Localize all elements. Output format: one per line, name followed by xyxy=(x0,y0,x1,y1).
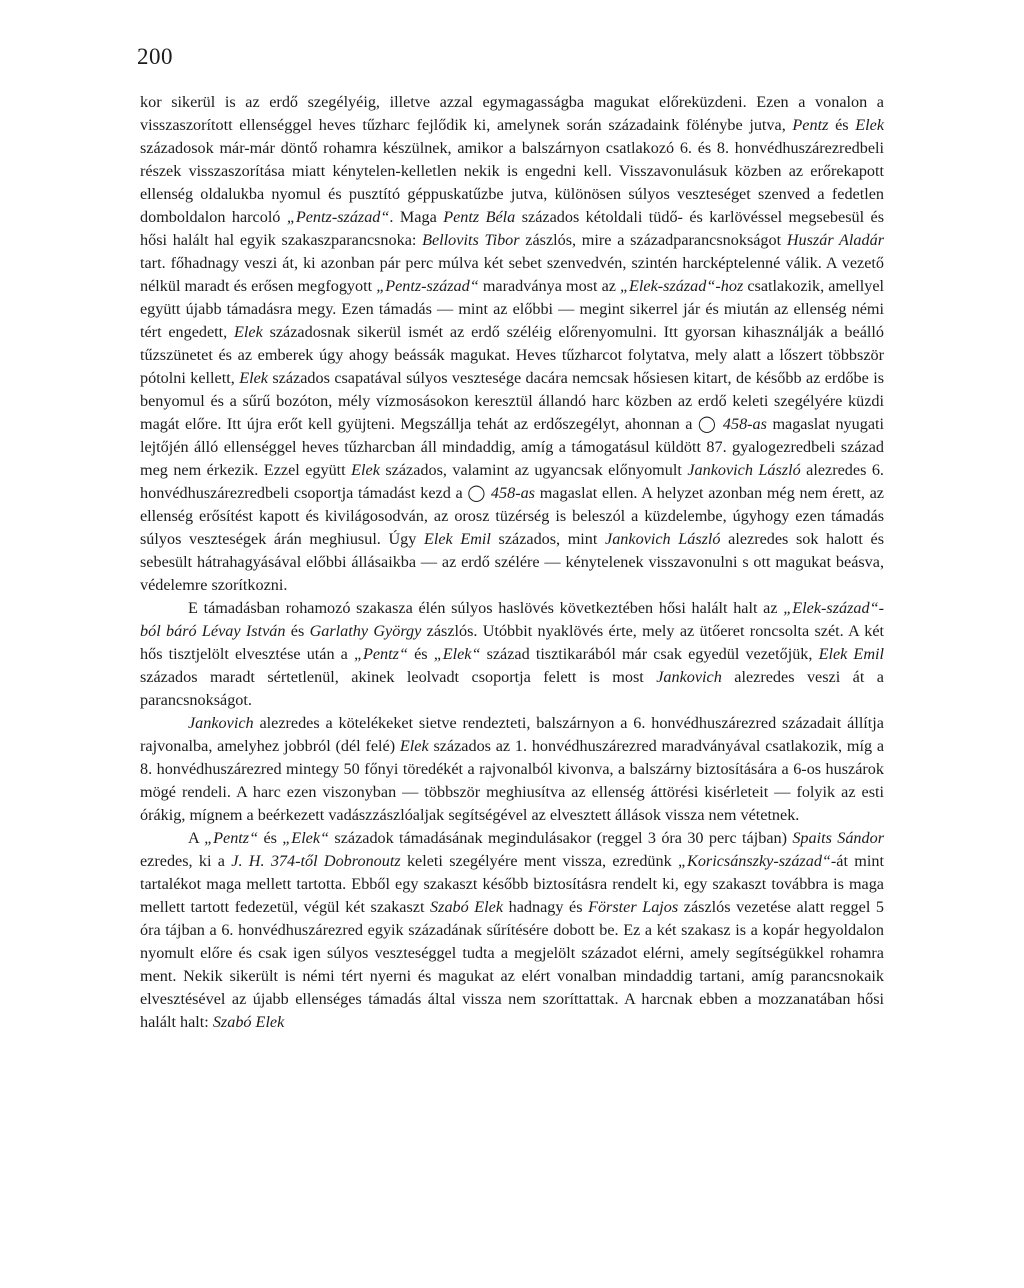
text-run: maradványa most az xyxy=(478,277,621,295)
text-run: -át mint tartalékot maga mellett tartotta. Ebből egy szakaszt később biztosításra rendelt ki, egy szakaszt továbbra is maga mellett tartott fedezetül, végül két szakaszt xyxy=(140,852,884,916)
italic-text: Jankovich xyxy=(188,714,254,732)
italic-text: „Elek“ xyxy=(282,829,330,847)
page-number: 200 xyxy=(137,44,173,69)
italic-text: Bellovits Tibor xyxy=(422,231,520,249)
text-run: csatlakozik, amellyel együtt újabb támadásra megy. Ezen támadás — mint az előbbi — megint sikerrel jár és miután az ellenség némi tért engedett, xyxy=(140,277,885,341)
italic-text: Elek xyxy=(855,116,885,134)
text-run: magaslat nyugati lejtőjén álló ellenséggel heves tűzharcban áll mindaddig, amíg a támogatásul küldött 87. gyalogezredbeli század meg nem érkezik. Ezzel együtt xyxy=(140,415,884,479)
italic-text: Elek xyxy=(234,323,263,341)
italic-text: „Pentz-század“ xyxy=(376,277,479,295)
italic-text: Huszár Aladár xyxy=(786,231,885,249)
text-run: . Maga xyxy=(389,208,444,226)
italic-text: „Pentz-század“ xyxy=(286,208,390,226)
text-run: százados, mint xyxy=(490,530,606,548)
italic-text: Förster Lajos xyxy=(588,898,679,916)
paragraph xyxy=(140,712,884,827)
text-run: százados, valamint az ugyancsak előnyomult xyxy=(379,461,688,479)
text-run: százados maradt sértetlenül, akinek leolvadt csoportja felett is most xyxy=(140,668,657,686)
text-run: alezredes sok halott és sebesült hátrahagyásával előbbi állásaikba — az erdő szélére — kénytelenek visszavonulni s ott magukat beásva, védelemre szorítkozni. xyxy=(140,530,885,594)
italic-text: Garlathy György xyxy=(309,622,422,640)
italic-text: Pentz xyxy=(792,116,829,134)
italic-text: Elek xyxy=(399,737,429,755)
text-run: alezredes a kötelékeket sietve rendezteti, balszárnyon a 6. honvédhuszárezred századait állítja rajvonalba, amelyhez jobbról (dél felé) xyxy=(140,714,884,755)
text-run: és xyxy=(828,116,856,134)
italic-text: Elek Emil xyxy=(818,645,885,663)
paragraph xyxy=(140,91,884,597)
text-run: zászlós vezetése alatt reggel 5 óra tájban a 6. honvédhuszárezred egyik századának sűrítésére dobott be. Ez a két szakasz is a kopár hegyoldalon nyomult előre és csak igen súlyos veszteséggel tudta a megjelölt századot elérni, amely segítségükkel rohamra ment. Nekik sikerült is némi tért nyerni és magukat az elért vonalban mindaddig tartani, amíg parancsnokaik elvesztésével az újabb ellenséges támadás által vissza nem szoríttattak. A harcnak ebben a mozzanatában hősi halált halt: xyxy=(140,898,884,1031)
text-run: és xyxy=(407,645,434,663)
italic-text: Szabó Elek xyxy=(212,1013,285,1031)
italic-text: Jankovich László xyxy=(687,461,801,479)
italic-text: Elek xyxy=(351,461,380,479)
italic-text: „Elek-század“-ból báró Lévay István xyxy=(140,599,884,640)
text-run: százados csapatával súlyos vesztesége dacára nemcsak hősiesen kitart, de később az erdőbe is benyomul és a sűrű bozóton, mély vízmosásokon keresztül állandó harc közben az erdő keleti szegélyére küzdi magát előre. Itt újra erőt kell gyüjteni. Megszállja tehát az erdőszegélyt, ahonnan a ◯ xyxy=(140,369,884,433)
italic-text: 458-as xyxy=(722,415,767,433)
text-run: alezredes veszi át a parancsnokságot. xyxy=(140,668,884,709)
text-run: és xyxy=(258,829,283,847)
italic-text: Pentz Béla xyxy=(443,208,516,226)
italic-text: „Koricsánszky-század“ xyxy=(678,852,831,870)
text-run: ezredes, ki a xyxy=(140,852,232,870)
paragraph xyxy=(140,827,884,1034)
text-run: század tisztikarából már csak egyedül vezetőjük, xyxy=(480,645,819,663)
italic-text: 458-as xyxy=(490,484,535,502)
text-run: zászlós, mire a századparancsnokságot xyxy=(519,231,787,249)
text-run: századosnak sikerül ismét az erdő széléig előrenyomulni. Itt gyorsan kihasználják a beálló tűzszünetet és az emberek úgy ahogy beássák magukat. Heves tűzharcot folytatva, mely alatt a lőszert többször pótolni kellett, xyxy=(140,323,884,387)
text-run: századok támadásának megindulásakor (reggel 3 óra 30 perc tájban) xyxy=(329,829,793,847)
body-text xyxy=(140,91,884,1034)
text-run: századosok már-már döntő rohamra készülnek, amikor a balszárnyon csatlakozó 6. és 8. honvédhuszárezredbeli részek visszaszorítása miatt kénytelen-kelletlen nekik is engedni kell. Visszavonulásuk közben az erőrekapott ellenség oldalukba nyomul és pusztító géppuskatűzbe jutva, különösen súlyos veszteséget szenved a fedetlen domboldalon harcoló xyxy=(140,139,884,226)
text-run: A xyxy=(188,829,205,847)
italic-text: Jankovich László xyxy=(605,530,721,548)
text-run: százados az 1. honvédhuszárezred maradványával csatlakozik, míg a 8. honvédhuszárezred mintegy 50 főnyi töredékét a rajvonalból kivonva, a balszárny biztosítására a 6-os huszárok mögé rendeli. A harc ezen viszonyban — többször meghiusítva az ellenség áttörési kisérleteit — folyik az esti órákig, mígnem a beérkezett vadászzászlóaljak segítségével az elvesztett állások vissza nem vétetnek. xyxy=(140,737,885,824)
text-run: tart. főhadnagy veszi át, ki azonban pár perc múlva két sebet szenvedvén, szintén harcképtelenné válik. A vezető nélkül maradt és erősen megfogyott xyxy=(140,254,884,295)
paragraph xyxy=(140,597,884,712)
italic-text: Jankovich xyxy=(656,668,722,686)
italic-text: „Elek-század“-hoz xyxy=(620,277,744,295)
text-run: zászlós. Utóbbit nyaklövés érte, mely az ütőeret roncsolta szét. A két hős tisztjelölt elvesztése után a xyxy=(140,622,884,663)
italic-text: Szabó Elek xyxy=(430,898,504,916)
text-run: százados kétoldali tüdő- és karlövéssel megsebesül és hősi halált hal egyik szakaszparancsnoka: xyxy=(140,208,885,249)
text-run: kor sikerül is az erdő szegélyéig, illetve azzal egymagasságba magukat előreküzdeni. Ezen a vonalon a visszaszorított ellenséggel heves tűzharc fejlődik ki, amelynek során századaink fölénybe jutva, xyxy=(140,93,884,134)
italic-text: Elek xyxy=(239,369,268,387)
text-run: alezredes 6. honvédhuszárezredbeli csoportja támadást kezd a ◯ xyxy=(140,461,884,502)
italic-text: J. H. 374-től Dobronoutz xyxy=(231,852,401,870)
italic-text: Elek Emil xyxy=(423,530,491,548)
italic-text: „Pentz“ xyxy=(204,829,259,847)
text-run: hadnagy és xyxy=(503,898,589,916)
text-run: E támadásban rohamozó szakasza élén súlyos haslövés következtében hősi halált halt az xyxy=(188,599,784,617)
text-run: és xyxy=(285,622,310,640)
text-run: magaslat ellen. A helyzet azonban még nem érett, az ellenség erősítést kapott és kivilágosodván, az orosz tüzérség is beleszól a küzdelembe, úgyhogy ezen támadás súlyos veszteségek árán meghiusul. Úgy xyxy=(140,484,884,548)
italic-text: „Elek“ xyxy=(433,645,481,663)
text-run: keleti szegélyére ment vissza, ezredünk xyxy=(400,852,679,870)
italic-text: „Pentz“ xyxy=(353,645,408,663)
italic-text: Spaits Sándor xyxy=(792,829,885,847)
